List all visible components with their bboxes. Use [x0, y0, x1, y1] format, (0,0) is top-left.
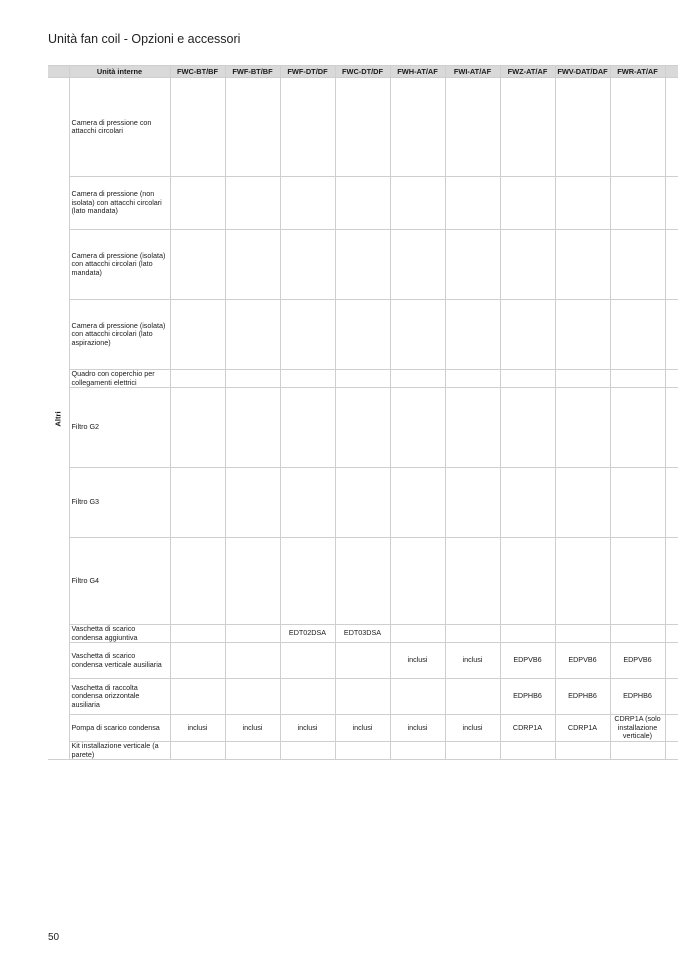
value-cell [335, 78, 390, 177]
feature-label: Vaschetta di scarico condensa verticale ausiliaria [69, 643, 170, 679]
table-row [48, 370, 678, 388]
value-cell [555, 388, 610, 468]
extra-cell [665, 388, 678, 468]
value-cell [445, 177, 500, 230]
value-cell [500, 177, 555, 230]
page-number: 50 [48, 932, 60, 943]
feature-label: Camera di pressione con attacchi circolari [69, 78, 170, 177]
table-row [48, 468, 678, 538]
value-cell: inclusi [335, 715, 390, 742]
value-cell [500, 370, 555, 388]
extra-cell [665, 230, 678, 300]
group-label: Altri [53, 410, 63, 427]
feature-label: Camera di pressione (non isolata) con attacchi circolari (lato mandata) [69, 177, 170, 230]
value-cell: CDRP1A [555, 715, 610, 742]
table-row [48, 388, 678, 468]
value-cell [335, 300, 390, 370]
value-cell [225, 78, 280, 177]
value-cell [390, 388, 445, 468]
value-cell [335, 742, 390, 760]
value-cell: EDT02DSA [280, 625, 335, 643]
header-model: FWH-AT/AF [390, 66, 445, 78]
extra-cell [665, 742, 678, 760]
value-cell [390, 625, 445, 643]
feature-label: Kit installazione verticale (a parete) [69, 742, 170, 760]
value-cell [225, 643, 280, 679]
value-cell: CDRP1A [500, 715, 555, 742]
value-cell [225, 742, 280, 760]
table-row [48, 300, 678, 370]
value-cell [390, 177, 445, 230]
extra-cell [665, 78, 678, 177]
value-cell [280, 388, 335, 468]
value-cell [390, 370, 445, 388]
value-cell [390, 742, 445, 760]
value-cell: inclusi [390, 715, 445, 742]
value-cell: EDPVB6 [500, 643, 555, 679]
value-cell [445, 679, 500, 715]
value-cell [170, 625, 225, 643]
extra-cell [665, 679, 678, 715]
extra-cell [665, 643, 678, 679]
feature-label: Filtro G3 [69, 468, 170, 538]
value-cell [170, 78, 225, 177]
value-cell: inclusi [445, 643, 500, 679]
value-cell [500, 538, 555, 625]
value-cell: EDPVB6 [610, 643, 665, 679]
value-cell [445, 468, 500, 538]
value-cell [170, 370, 225, 388]
value-cell [225, 625, 280, 643]
accessories-table [48, 65, 678, 760]
feature-label: Quadro con coperchio per collegamenti elettrici [69, 370, 170, 388]
value-cell [445, 538, 500, 625]
value-cell [610, 370, 665, 388]
value-cell [500, 742, 555, 760]
extra-cell [665, 177, 678, 230]
header-model: FWF-BT/BF [225, 66, 280, 78]
value-cell [555, 742, 610, 760]
value-cell [170, 742, 225, 760]
value-cell [610, 538, 665, 625]
value-cell [170, 388, 225, 468]
value-cell [445, 230, 500, 300]
value-cell [390, 300, 445, 370]
value-cell [390, 230, 445, 300]
value-cell [610, 177, 665, 230]
value-cell [335, 468, 390, 538]
value-cell [170, 468, 225, 538]
extra-cell [665, 370, 678, 388]
value-cell [280, 230, 335, 300]
value-cell [610, 742, 665, 760]
table-row [48, 625, 678, 643]
header-model: FWC-BT/BF [170, 66, 225, 78]
extra-cell [665, 715, 678, 742]
value-cell [555, 625, 610, 643]
value-cell: inclusi [280, 715, 335, 742]
value-cell [280, 300, 335, 370]
extra-cell [665, 300, 678, 370]
value-cell: inclusi [170, 715, 225, 742]
value-cell [280, 679, 335, 715]
group-cell [48, 78, 69, 760]
value-cell [280, 370, 335, 388]
value-cell [610, 388, 665, 468]
header-corner [48, 66, 69, 78]
value-cell [500, 625, 555, 643]
header-extra [665, 66, 678, 78]
feature-label: Pompa di scarico condensa [69, 715, 170, 742]
value-cell [225, 177, 280, 230]
extra-cell [665, 625, 678, 643]
value-cell [335, 538, 390, 625]
value-cell [225, 230, 280, 300]
value-cell [555, 230, 610, 300]
value-cell [610, 78, 665, 177]
value-cell [280, 468, 335, 538]
value-cell: EDPHB6 [555, 679, 610, 715]
table-row [48, 643, 678, 679]
value-cell [335, 177, 390, 230]
value-cell [610, 300, 665, 370]
value-cell [610, 625, 665, 643]
value-cell: EDPVB6 [555, 643, 610, 679]
value-cell [555, 78, 610, 177]
feature-label: Camera di pressione (isolata) con attacchi circolari (lato aspirazione) [69, 300, 170, 370]
value-cell: EDT03DSA [335, 625, 390, 643]
feature-label: Vaschetta di raccolta condensa orizzontale ausiliaria [69, 679, 170, 715]
feature-label: Vaschetta di scarico condensa aggiuntiva [69, 625, 170, 643]
table-row [48, 679, 678, 715]
table-row [48, 230, 678, 300]
value-cell: inclusi [445, 715, 500, 742]
value-cell [610, 230, 665, 300]
value-cell [390, 679, 445, 715]
value-cell [390, 468, 445, 538]
feature-label: Camera di pressione (isolata) con attacchi circolari (lato mandata) [69, 230, 170, 300]
value-cell: inclusi [390, 643, 445, 679]
table-row [48, 538, 678, 625]
header-model: FWC-DT/DF [335, 66, 390, 78]
value-cell [225, 679, 280, 715]
value-cell [555, 538, 610, 625]
value-cell: inclusi [225, 715, 280, 742]
value-cell [390, 538, 445, 625]
value-cell [445, 742, 500, 760]
value-cell [225, 538, 280, 625]
header-row [48, 66, 678, 78]
value-cell [335, 643, 390, 679]
value-cell [445, 625, 500, 643]
value-cell [445, 370, 500, 388]
table-row [48, 742, 678, 760]
value-cell [170, 300, 225, 370]
table-row [48, 78, 678, 177]
value-cell [280, 78, 335, 177]
value-cell [500, 300, 555, 370]
value-cell [225, 370, 280, 388]
value-cell [225, 300, 280, 370]
feature-label: Filtro G2 [69, 388, 170, 468]
value-cell [170, 538, 225, 625]
value-cell [555, 370, 610, 388]
value-cell [610, 468, 665, 538]
value-cell [335, 370, 390, 388]
value-cell [225, 468, 280, 538]
value-cell [170, 643, 225, 679]
value-cell [500, 230, 555, 300]
page-title: Unità fan coil - Opzioni e accessori [48, 32, 241, 46]
header-model: FWI-AT/AF [445, 66, 500, 78]
value-cell [280, 643, 335, 679]
value-cell [390, 78, 445, 177]
value-cell [170, 679, 225, 715]
value-cell [335, 230, 390, 300]
value-cell [555, 300, 610, 370]
value-cell [500, 468, 555, 538]
header-model: FWV-DAT/DAF [555, 66, 610, 78]
extra-cell [665, 538, 678, 625]
table-row [48, 715, 678, 742]
feature-label: Filtro G4 [69, 538, 170, 625]
value-cell [445, 78, 500, 177]
value-cell [335, 679, 390, 715]
value-cell [225, 388, 280, 468]
table-row [48, 177, 678, 230]
value-cell [335, 388, 390, 468]
header-model: FWF-DT/DF [280, 66, 335, 78]
value-cell [280, 742, 335, 760]
value-cell [445, 300, 500, 370]
value-cell [555, 468, 610, 538]
extra-cell [665, 468, 678, 538]
value-cell [555, 177, 610, 230]
value-cell: EDPHB6 [610, 679, 665, 715]
value-cell [170, 177, 225, 230]
header-model: FWZ-AT/AF [500, 66, 555, 78]
header-indoor-units: Unità interne [69, 66, 170, 78]
value-cell [170, 230, 225, 300]
value-cell [280, 538, 335, 625]
value-cell [445, 388, 500, 468]
value-cell [280, 177, 335, 230]
value-cell [500, 78, 555, 177]
value-cell [500, 388, 555, 468]
value-cell: EDPHB6 [500, 679, 555, 715]
value-cell: CDRP1A (solo installazione verticale) [610, 715, 665, 742]
header-model: FWR-AT/AF [610, 66, 665, 78]
